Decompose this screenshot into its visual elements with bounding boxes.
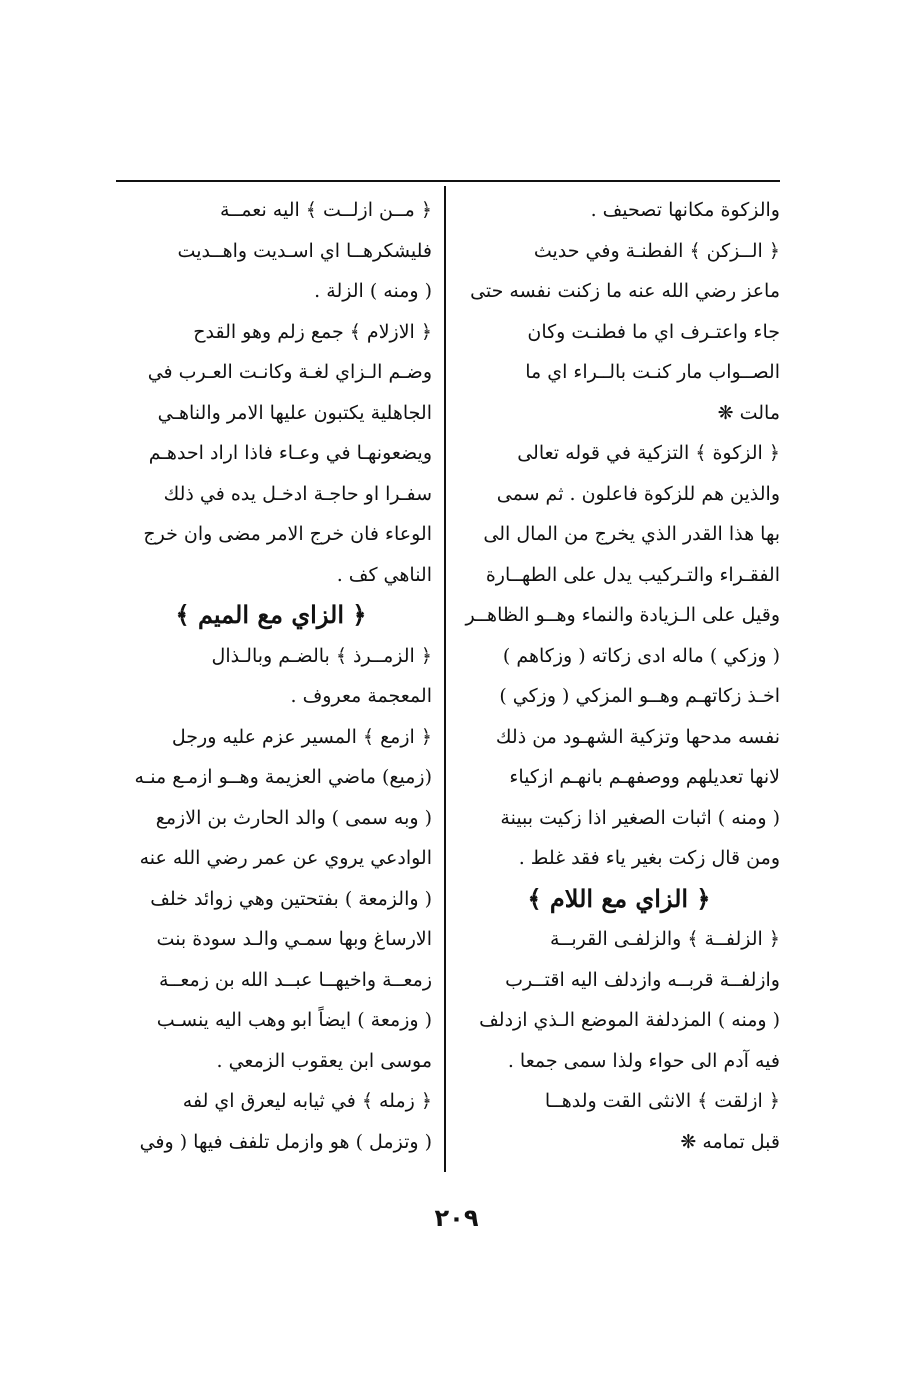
- text-line: ويضعونهـا في وعـاء فاذا اراد احدهـم: [148, 442, 432, 464]
- text-line: ( وزمعة ) ايضاً ابو وهب اليه ينسـب: [156, 1009, 432, 1031]
- text-line: الناهي كف .: [336, 563, 432, 586]
- text-line: ( والزمعة ) بفتحتين وهي زوائد خلف: [150, 887, 432, 910]
- text-line: وضـم الـزاي لغـة وكانـت العـرب في: [147, 361, 432, 383]
- text-line: جاء واعتـرف اي ما فطنـت وكان: [527, 320, 780, 343]
- text-line: بها هذا القدر الذي يخرج من المال الى: [483, 523, 780, 545]
- text-line: ( وزكي ) ماله ادى زكاته ( وزكاهم ): [502, 644, 780, 667]
- text-line: (زميع) ماضي العزيمة وهــو ازمـع منـه: [134, 766, 432, 788]
- text-line: والذين هم للزكوة فاعلون . ثم سمى: [496, 482, 780, 505]
- text-line: الفقـراء والتـركيب يدل على الطهــارة: [485, 563, 780, 586]
- entry-line: ﴿ الزكوة ﴾ التزكية في قوله تعالى: [517, 442, 780, 464]
- entry-line: ﴿ الزمــرذ ﴾ بالضـم وبالـذال: [211, 644, 432, 667]
- top-rule: [116, 180, 780, 182]
- entry-line: ﴿ الــزكن ﴾ الفطنـة وفي حديث: [533, 239, 780, 262]
- entry-line: ﴿ الازلام ﴾ جمع زلم وهو القدح: [193, 320, 432, 343]
- text-line: موسى ابن يعقوب الزمعي .: [216, 1049, 432, 1072]
- entry-line: ﴿ الزلفــة ﴾ والزلفـى القربــة: [550, 928, 780, 950]
- text-line: سفـرا او حاجـة ادخـل يده في ذلك: [163, 482, 432, 505]
- text-line: ( ومنه ) الزلة .: [314, 280, 432, 302]
- text-line: اخـذ زكاتهـم وهــو المزكي ( وزكي ): [499, 685, 780, 707]
- text-line: ومن قال زكت بغير ياء فقد غلط .: [518, 847, 780, 869]
- text-line: فليشكرهــا اي اسـديت واهــديت: [177, 239, 432, 262]
- entry-line: ﴿ ازلقت ﴾ الانثى القت ولدهــا: [544, 1090, 780, 1112]
- text-line: فيه آدم الى حواء ولذا سمى جمعا .: [507, 1049, 780, 1072]
- text-line: ( وبه سمى ) والد الحارث بن الازمع: [155, 806, 432, 829]
- left-column: [110, 190, 432, 1162]
- text-line: وازلفــة قربــه وازدلف اليه اقتــرب: [505, 968, 780, 991]
- text-line: لانها تعديلهم ووصفهـم بانهـم ازكياء: [509, 766, 780, 788]
- text-line: مالت ❋: [717, 401, 780, 424]
- section-heading: ﴿ الزاي مع الميم ﴾: [175, 600, 367, 629]
- text-line: الوادعي يروي عن عمر رضي الله عنه: [139, 847, 432, 869]
- text-line: والزكوة مكانها تصحيف .: [590, 199, 780, 221]
- column-divider: [444, 186, 446, 1172]
- entry-line: ﴿ مــن ازلــت ﴾ اليه نعمــة: [219, 199, 432, 221]
- text-line: قبل تمامه ❋: [680, 1130, 780, 1153]
- text-line: نفسه مدحها وتزكية الشهـود من ذلك: [495, 725, 780, 748]
- text-line: الوعاء فان خرج الامر مضى وان خرج: [143, 523, 432, 545]
- text-line: وقيل على الـزيادة والنماء وهــو الظاهــر: [465, 604, 780, 626]
- right-column: [458, 190, 780, 1162]
- entry-line: ﴿ زمله ﴾ في ثيابه ليعرق اي لفه: [182, 1090, 432, 1112]
- text-line: الجاهلية يكتبون عليها الامر والناهـي: [157, 401, 432, 424]
- text-line: الارساغ وبها سمـي والـد سودة بنت: [156, 928, 432, 950]
- text-line: زمعــة واخيهــا عبــد الله بن زمعــة: [159, 968, 432, 991]
- text-line: ( وتزمل ) هو وازمل تلفف فيها ( وفي: [139, 1130, 432, 1153]
- text-line: الصــواب مار كنـت بالــراء اي ما: [525, 361, 780, 383]
- entry-line: ﴿ ازمع ﴾ المسير عزم عليه ورجل: [171, 725, 432, 748]
- page-number: ٢٠٩: [434, 1204, 479, 1232]
- text-line: المعجمة معروف .: [290, 685, 432, 707]
- text-line: ( ومنه ) المزدلفة الموضع الـذي ازدلف: [479, 1009, 780, 1031]
- section-heading: ﴿ الزاي مع اللام ﴾: [527, 883, 711, 913]
- text-line: ماعز رضي الله عنه ما زكنت نفسه حتى: [470, 280, 780, 302]
- text-line: ( ومنه ) اثبات الصغير اذا زكيت ببينة: [500, 806, 780, 829]
